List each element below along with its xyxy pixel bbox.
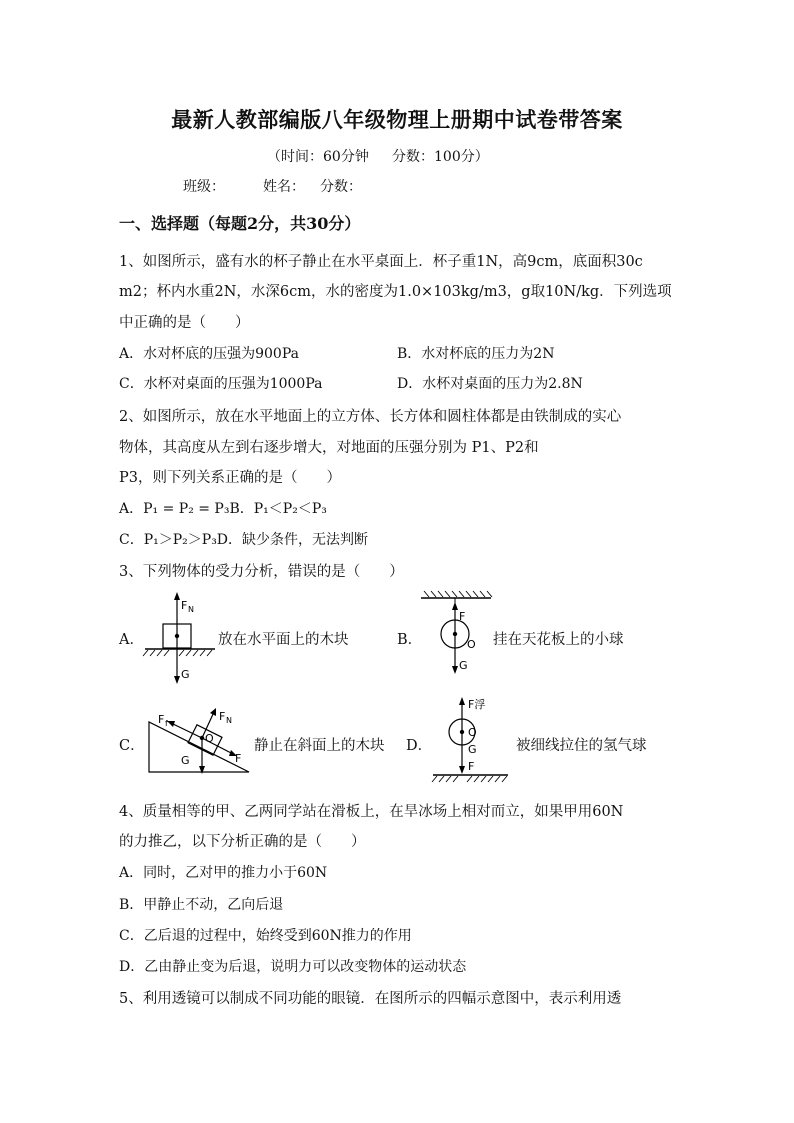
- fig-c-ff-sub: f: [165, 719, 168, 728]
- q3-option-c-text: 静止在斜面上的木块: [254, 738, 385, 754]
- q1-line3: 中正确的是（ ）: [119, 315, 250, 331]
- q2-options-cd: C．P₁＞P₂＞P₃D．缺少条件，无法判断: [119, 532, 369, 548]
- page-title: 最新人教部编版八年级物理上册期中试卷带答案: [171, 107, 623, 132]
- section-heading: 一、选择题（每题2分，共30分）: [119, 214, 361, 233]
- fig-b-o-label: O: [467, 638, 476, 651]
- fig-d-o-label: O: [468, 726, 477, 739]
- fig-b-g-label: G: [459, 659, 468, 672]
- q3-option-a-letter: A．: [119, 632, 144, 648]
- q3-line1: 3、下列物体的受力分析，错误的是（ ）: [119, 564, 404, 580]
- q3-figure-d: [428, 694, 518, 784]
- q4-line1: 4、质量相等的甲、乙两同学站在滑板上，在旱冰场上相对而立，如果甲用60N: [119, 804, 624, 820]
- q2-options-ab: A．P₁ = P₂ = P₃B．P₁＜P₂＜P₃: [119, 501, 327, 517]
- exam-score: 分数：100分）: [392, 149, 489, 165]
- q3-figure-b: [415, 590, 495, 680]
- name-label: 姓名：: [263, 179, 305, 195]
- q3-option-d-text: 被细线拉住的氢气球: [516, 738, 647, 754]
- fig-b-f-label: F: [459, 610, 466, 623]
- fig-c-fn-sub: N: [226, 716, 232, 725]
- q3-figure-c: [145, 700, 255, 778]
- q5-line1: 5、利用透镜可以制成不同功能的眼镜．在图所示的四幅示意图中，表示利用透: [119, 991, 622, 1007]
- fig-a-g-label: G: [181, 668, 190, 681]
- q1-option-c: C．水杯对桌面的压强为1000Pa: [119, 376, 323, 392]
- q3-option-b-letter: B．: [397, 632, 423, 648]
- fig-c-ff-label: F: [158, 713, 165, 726]
- q1-option-b: B．水对杯底的压力为2N: [397, 346, 555, 362]
- q3-figure-a: [140, 588, 220, 688]
- q1-line2: m2；杯内水重2N，水深6cm，水的密度为1.0×103kg/m3，g取10N/kg．下列选项: [119, 284, 672, 300]
- q2-line2: 物体，其高度从左到右逐步增大，对地面的压强分别为 P1、P2和: [119, 440, 539, 456]
- fig-d-ffu-label: F浮: [468, 698, 486, 711]
- score-label: 分数：: [320, 179, 362, 195]
- q4-line2: 的力推乙，以下分析正确的是（ ）: [119, 834, 366, 850]
- q2-line3: P3，则下列关系正确的是（ ）: [119, 470, 341, 486]
- fig-c-f-label: F: [235, 752, 242, 765]
- q1-option-d: D．水杯对桌面的压力为2.8N: [397, 376, 583, 392]
- fig-a-fn-label: F: [181, 599, 188, 612]
- exam-time: （时间：60分钟: [267, 149, 369, 165]
- q3-option-d-letter: D．: [406, 738, 433, 754]
- q1-line1: 1、如图所示，盛有水的杯子静止在水平桌面上．杯子重1N，高9cm，底面积30c: [119, 254, 643, 270]
- class-label: 班级：: [183, 179, 225, 195]
- q1-option-a: A．水对杯底的压强为900Pa: [119, 346, 299, 362]
- fig-a-fn-sub: N: [188, 605, 194, 614]
- q3-option-c-letter: C．: [119, 738, 145, 754]
- q4-option-d: D．乙由静止变为后退，说明力可以改变物体的运动状态: [119, 959, 467, 975]
- q4-option-b: B．甲静止不动，乙向后退: [119, 897, 284, 913]
- fig-d-f-label: F: [468, 760, 475, 773]
- q4-option-a: A．同时，乙对甲的推力小于60N: [119, 865, 328, 881]
- fig-c-g-label: G: [181, 754, 190, 767]
- fig-c-fn-label: F: [219, 710, 226, 723]
- fig-c-o-label: O: [205, 732, 214, 745]
- q3-option-a-text: 放在水平面上的木块: [218, 632, 349, 648]
- q4-option-c: C．乙后退的过程中，始终受到60N推力的作用: [119, 928, 412, 944]
- q3-option-b-text: 挂在天花板上的小球: [493, 632, 624, 648]
- fig-d-g-label: G: [468, 743, 477, 756]
- q2-line1: 2、如图所示，放在水平地面上的立方体、长方体和圆柱体都是由铁制成的实心: [119, 409, 622, 425]
